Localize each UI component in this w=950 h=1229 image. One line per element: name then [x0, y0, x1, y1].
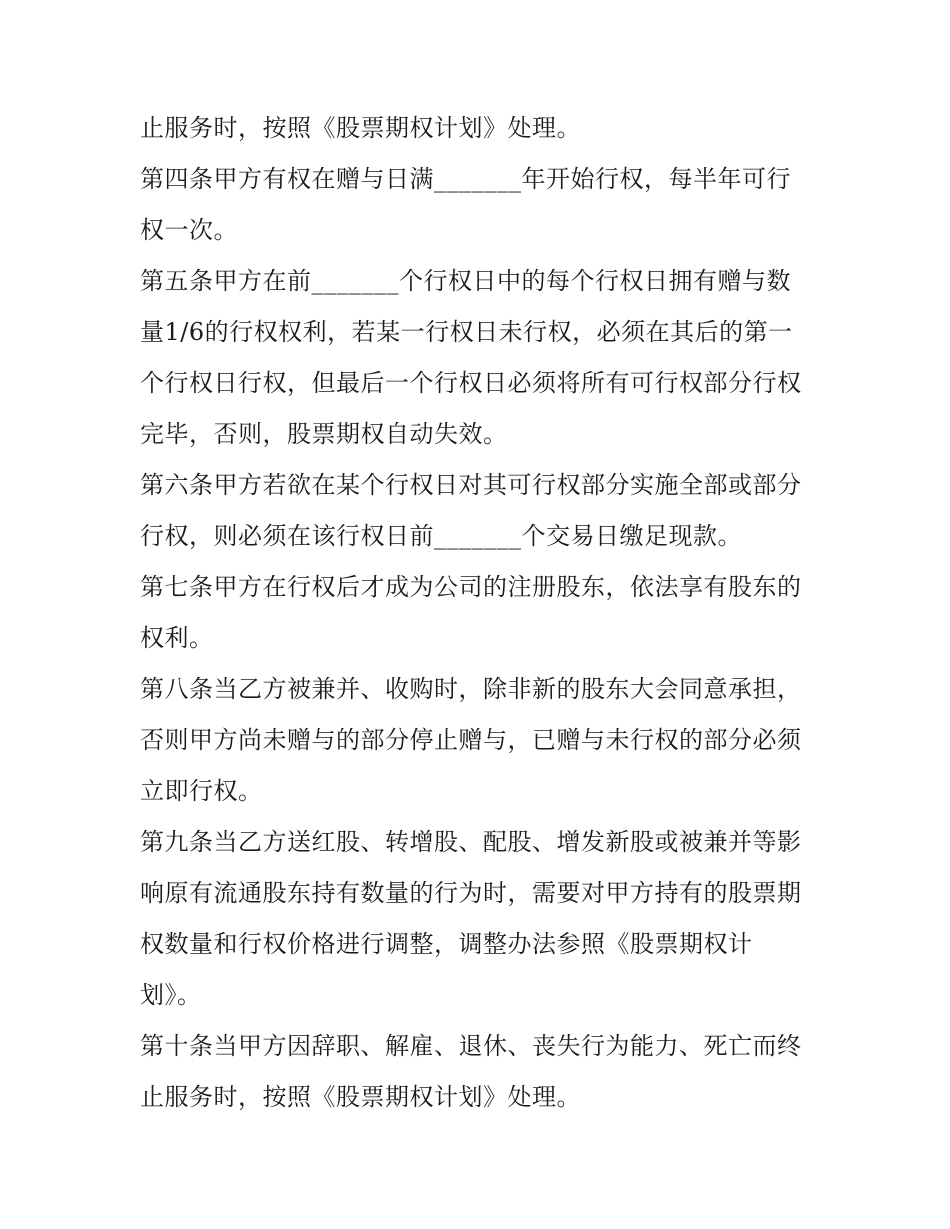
text-line: 第十条当甲方因辞职、解雇、退休、丧失行为能力、死亡而终	[140, 1032, 802, 1060]
text-line: 第四条甲方有权在赠与日满_______年开始行权，每半年可行	[140, 165, 791, 193]
text-line: 行权，则必须在该行权日前_______个交易日缴足现款。	[140, 522, 742, 550]
text-line: 响原有流通股东持有数量的行为时，需要对甲方持有的股票期	[140, 879, 802, 907]
text-line: 量1/6的行权权利，若某一行权日未行权，必须在其后的第一	[140, 318, 793, 346]
text-line: 第八条当乙方被兼并、收购时，除非新的股东大会同意承担，	[140, 675, 802, 703]
text-line: 完毕，否则，股票期权自动失效。	[140, 420, 508, 448]
text-line: 权一次。	[140, 216, 238, 244]
text-line: 划》。	[140, 981, 202, 1009]
text-line: 个行权日行权，但最后一个行权日必须将所有可行权部分行权	[140, 369, 802, 397]
text-line: 立即行权。	[140, 777, 263, 805]
text-line: 第五条甲方在前_______个行权日中的每个行权日拥有赠与数	[140, 267, 791, 295]
text-line: 第六条甲方若欲在某个行权日对其可行权部分实施全部或部分	[140, 471, 802, 499]
text-line: 否则甲方尚未赠与的部分停止赠与，已赠与未行权的部分必须	[140, 726, 802, 754]
text-line: 止服务时，按照《股票期权计划》处理。	[140, 114, 581, 142]
text-line: 第七条甲方在行权后才成为公司的注册股东，依法享有股东的	[140, 573, 802, 601]
text-line: 止服务时，按照《股票期权计划》处理。	[140, 1083, 581, 1111]
text-line: 权利。	[140, 624, 214, 652]
text-line: 第九条当乙方送红股、转增股、配股、增发新股或被兼并等影	[140, 828, 802, 856]
text-line: 权数量和行权价格进行调整，调整办法参照《股票期权计	[140, 930, 753, 958]
